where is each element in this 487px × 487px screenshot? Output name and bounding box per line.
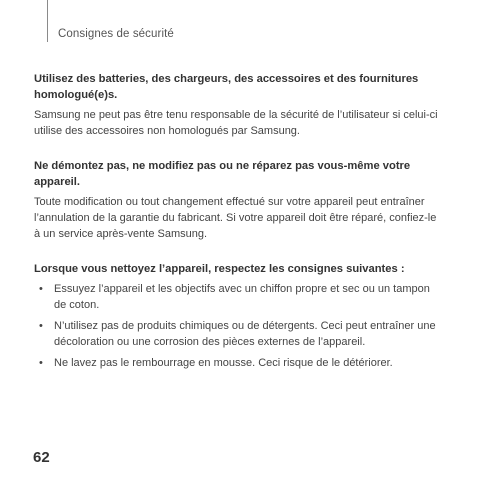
section-heading: Lorsque vous nettoyez l’appareil, respectez les consignes suivantes : <box>34 263 405 275</box>
running-header-title: Consignes de sécurité <box>58 28 174 40</box>
section-body: Toute modification ou tout changement effectué sur votre appareil peut entraîner l’annulation de la garantie du fabricant. Si votre appareil doit être réparé, confiez-le à un service après-vente Samsung. <box>34 196 437 240</box>
section-cleaning-instructions <box>34 261 444 371</box>
bullet-list <box>34 281 444 371</box>
list-item <box>34 318 444 350</box>
bullet-icon: • <box>39 320 43 332</box>
header-divider-line <box>47 0 48 42</box>
list-item <box>34 355 444 371</box>
bullet-icon: • <box>39 357 43 369</box>
section-heading: Utilisez des batteries, des chargeurs, des accessoires et des fournitures homologué(e)s. <box>34 73 419 101</box>
list-item <box>34 281 444 313</box>
page-content <box>34 71 444 390</box>
section-do-not-disassemble <box>34 158 444 242</box>
bullet-icon: • <box>39 283 43 295</box>
section-body: Samsung ne peut pas être tenu responsable de la sécurité de l’utilisateur si celui-ci utilise des accessoires non homologués par Samsung. <box>34 109 438 137</box>
list-item-text: Ne lavez pas le rembourrage en mousse. Ceci risque de le détériorer. <box>54 357 393 369</box>
list-item-text: Essuyez l’appareil et les objectifs avec un chiffon propre et sec ou un tampon de coton. <box>54 283 430 311</box>
list-item-text: N’utilisez pas de produits chimiques ou de détergents. Ceci peut entraîner une décoloration ou une corrosion des pièces externes de l’appareil. <box>54 320 436 348</box>
section-heading: Ne démontez pas, ne modifiez pas ou ne réparez pas vous-même votre appareil. <box>34 160 411 188</box>
page-number: 62 <box>33 449 50 466</box>
section-approved-accessories <box>34 71 444 139</box>
